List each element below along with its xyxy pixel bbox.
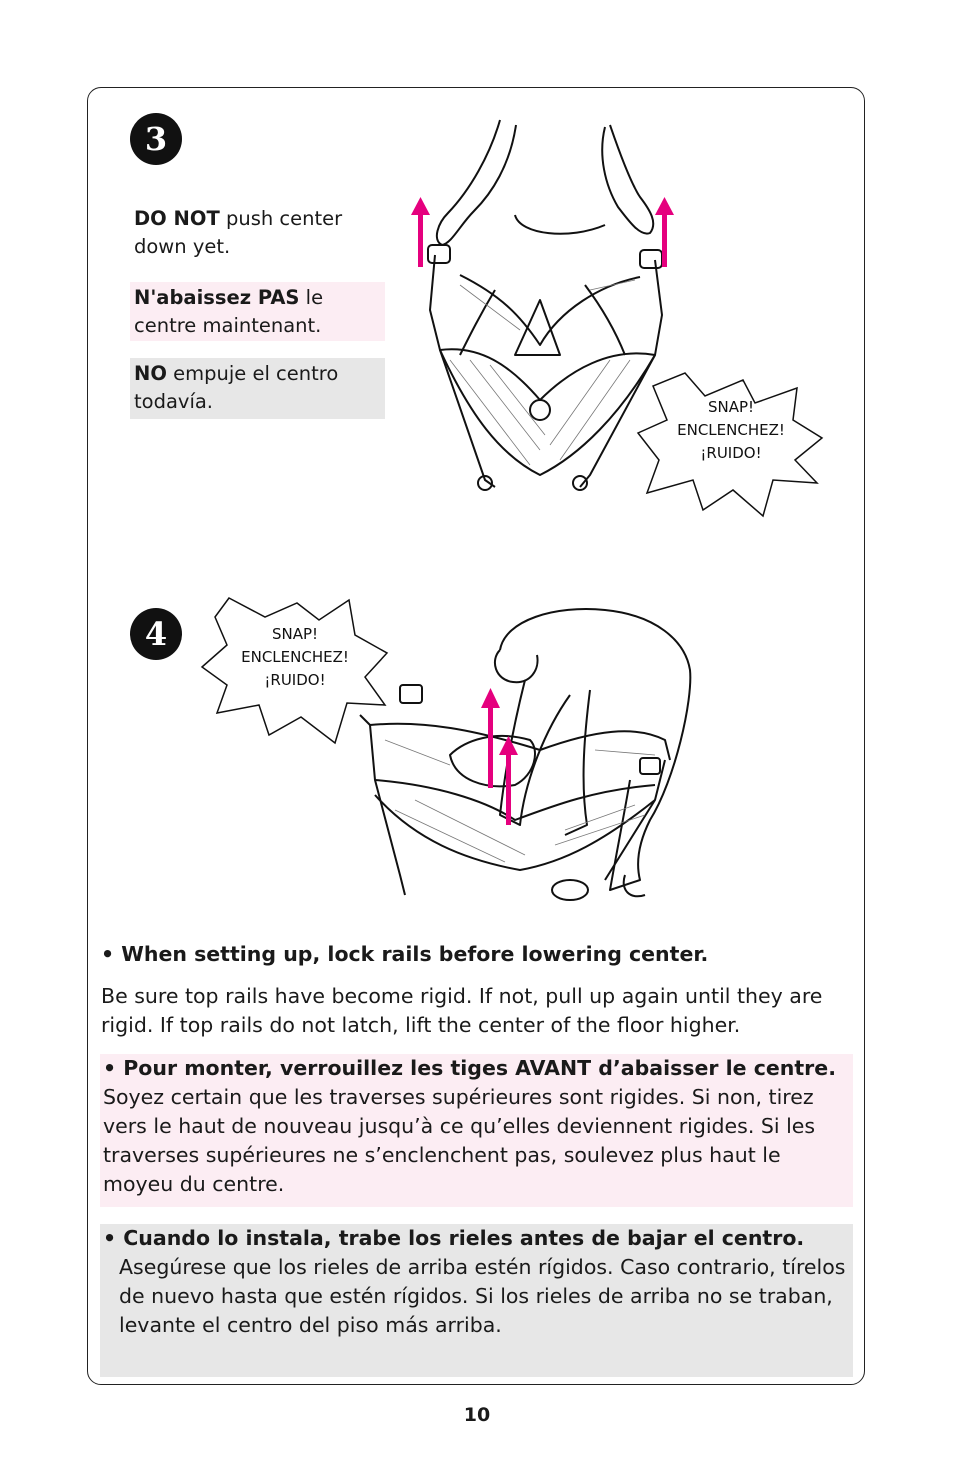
step-4-badge: 4 [130, 608, 182, 660]
page-number: 10 [463, 1404, 491, 1426]
step-4-illustration [355, 600, 700, 920]
step-4-burst-text: SNAP! ENCLENCHEZ! ¡RUIDO! [241, 625, 349, 689]
french-block [100, 1054, 853, 1207]
step-3-badge: 3 [130, 113, 182, 165]
french-text: • Pour monter, verrouillez les tiges AVANT d’abaisser le centre. Soyez certain que les traverses supérieures sont rigides. Si non, tirez vers le haut de nouveau jusqu’à ce qu’elles deviennent rigides. Si les traverses supérieures ne s’enclenchent pas, soulevez plus haut le moyeu du centre. [103, 1056, 836, 1196]
spanish-heading: • Cuando lo instala, trabe los rieles antes de bajar el centro. [103, 1226, 805, 1250]
step-3-note-en: DO NOT push center down yet. [134, 207, 343, 258]
english-body: Be sure top rails have become rigid. If not, pull up again until they are rigid. If top rails do not latch, lift the center of the floor higher. [101, 984, 823, 1037]
step-3-note-es: NO empuje el centro todavía. [130, 358, 385, 419]
english-heading: • When setting up, lock rails before lowering center. [101, 942, 709, 966]
step-3-note-fr: N'abaissez PAS le centre maintenant. [130, 282, 385, 341]
step-3-burst-text: SNAP! ENCLENCHEZ! ¡RUIDO! [677, 398, 785, 462]
spanish-body: Asegúrese que los rieles de arriba estén rígidos. Caso contrario, tírelos de nuevo hasta que estén rígidos. Si los rieles de arriba no se traban, levante el centro del piso más arriba. [119, 1255, 846, 1337]
spanish-block [100, 1224, 853, 1377]
